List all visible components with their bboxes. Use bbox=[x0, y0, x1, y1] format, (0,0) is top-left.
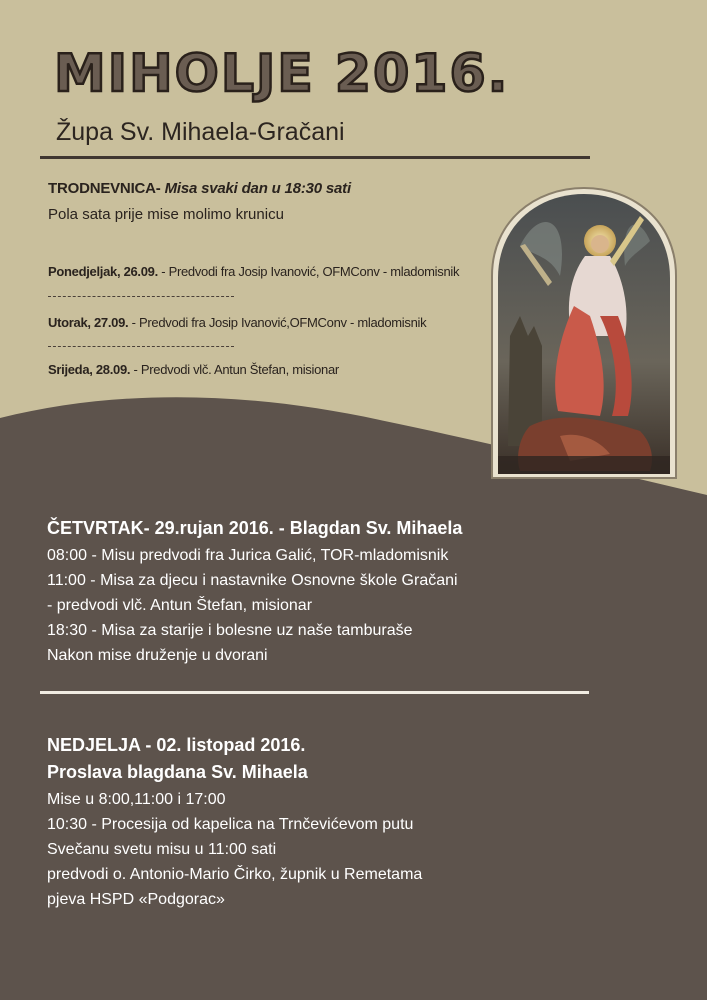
thursday-line-1: 08:00 - Misu predvodi fra Jurica Galić, TOR-mladomisnik bbox=[47, 547, 449, 564]
day-date: Utorak, 27.09. bbox=[48, 315, 129, 330]
sunday-line-4: predvodi o. Antonio-Mario Čirko, župnik u Remetama bbox=[47, 866, 423, 883]
sunday-line-3: Svečanu svetu misu u 11:00 sati bbox=[47, 841, 277, 858]
day-date: Ponedjeljak, 26.09. bbox=[48, 264, 158, 279]
sunday-heading-2: Proslava blagdana Sv. Mihaela bbox=[47, 762, 308, 782]
thursday-heading: ČETVRTAK- 29.rujan 2016. - Blagdan Sv. Mihaela bbox=[47, 518, 463, 538]
thursday-line-2: 11:00 - Misa za djecu i nastavnike Osnovne škole Gračani bbox=[47, 572, 458, 589]
triduum-note: Pola sata prije mise molimo krunicu bbox=[48, 206, 284, 223]
sunday-heading-1: NEDJELJA - 02. listopad 2016. bbox=[47, 735, 306, 755]
thursday-line-3: - predvodi vlč. Antun Štefan, misionar bbox=[47, 597, 313, 614]
triduum-label: TRODNEVNICA- bbox=[48, 180, 161, 197]
triduum-day-2 bbox=[48, 315, 426, 330]
sunday-line-1: Mise u 8:00,11:00 i 17:00 bbox=[47, 791, 226, 808]
thursday-line-5: Nakon mise druženje u dvorani bbox=[47, 647, 268, 664]
day-date: Srijeda, 28.09. bbox=[48, 362, 131, 377]
page-title: MIHOLJE 2016. bbox=[54, 44, 510, 104]
divider-top bbox=[40, 156, 590, 159]
dashed-divider bbox=[48, 296, 234, 297]
triduum-text: Misa svaki dan u 18:30 sati bbox=[160, 180, 351, 197]
saint-michael-painting bbox=[490, 186, 678, 480]
triduum-day-3 bbox=[48, 362, 339, 377]
triduum-heading bbox=[48, 180, 351, 197]
thursday-line-4: 18:30 - Misa za starije i bolesne uz naše tamburaše bbox=[47, 622, 413, 639]
dashed-divider bbox=[48, 346, 234, 347]
sunday-line-5: pjeva HSPD «Podgorac» bbox=[47, 891, 225, 908]
sunday-line-2: 10:30 - Procesija od kapelica na Trnčevićevom putu bbox=[47, 816, 414, 833]
day-text: - Predvodi fra Josip Ivanović,OFMConv - mladomisnik bbox=[128, 315, 427, 330]
day-text: - Predvodi vlč. Antun Štefan, misionar bbox=[130, 362, 339, 377]
parish-subtitle: Župa Sv. Mihaela-Gračani bbox=[56, 118, 345, 146]
triduum-day-1 bbox=[48, 264, 459, 279]
day-text: - Predvodi fra Josip Ivanović, OFMConv - mladomisnik bbox=[157, 264, 460, 279]
divider-middle bbox=[40, 691, 589, 694]
